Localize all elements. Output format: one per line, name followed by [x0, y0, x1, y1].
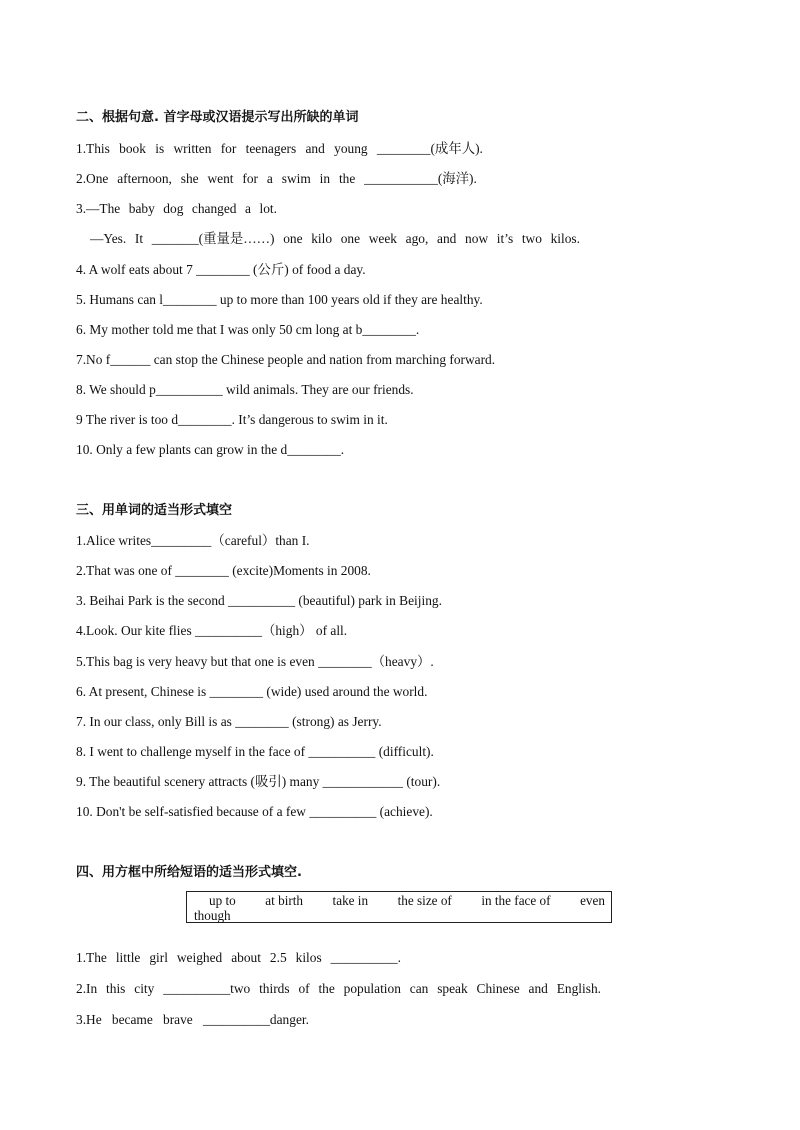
word: 1.The — [76, 950, 107, 965]
word: 1.This — [76, 141, 110, 156]
section-3-question-6: 6. At present, Chinese is ________ (wide) used around the world. — [76, 684, 428, 699]
word: one — [283, 231, 303, 246]
section-3-question-8: 8. I went to challenge myself in the face of __________ (difficult). — [76, 744, 434, 759]
section-3-question-3: 3. Beihai Park is the second __________ (beautiful) park in Beijing. — [76, 593, 442, 608]
word: up to — [209, 893, 236, 908]
word: brave — [163, 1012, 193, 1027]
section-3-question-10: 10. Don't be self-satisfied because of a few __________ (achieve). — [76, 804, 433, 819]
word: little — [115, 950, 141, 965]
word: kilo — [311, 231, 333, 246]
word: at birth — [265, 893, 304, 908]
word: week — [368, 231, 397, 246]
word: city — [134, 981, 155, 996]
word: young — [334, 141, 368, 156]
section-2-question-5: 5. Humans can l________ up to more than 100 years old if they are healthy. — [76, 292, 483, 307]
word: swim — [281, 171, 311, 186]
word: __________danger. — [202, 1012, 309, 1027]
word: even — [580, 893, 605, 908]
word: written — [173, 141, 212, 156]
word: she — [180, 171, 199, 186]
word: two — [521, 231, 542, 246]
section-2-question-3a — [76, 200, 277, 218]
word: kilos. — [550, 231, 580, 246]
phrase-box-row — [193, 893, 605, 908]
phrase-box — [186, 891, 612, 923]
word: a — [266, 171, 273, 186]
word: for — [242, 171, 259, 186]
word: 3.He — [76, 1012, 102, 1027]
word: dog — [163, 201, 184, 216]
word: 2.One — [76, 171, 109, 186]
word: population — [343, 981, 401, 996]
section-3-question-9: 9. The beautiful scenery attracts (吸引) many ____________ (tour). — [76, 774, 441, 789]
word: baby — [128, 201, 155, 216]
section-2-question-9: 9 The river is too d________. It’s dangerous to swim in it. — [76, 412, 388, 427]
section-3-question-1: 1.Alice writes_________（careful）than I. — [76, 533, 310, 548]
word: _______(重量是……) — [151, 231, 275, 246]
word: a — [245, 201, 251, 216]
word: __________two — [163, 981, 251, 996]
word: in — [319, 171, 331, 186]
section-3-question-5: 5.This bag is very heavy but that one is even ________（heavy）. — [76, 654, 434, 669]
word: it’s — [496, 231, 514, 246]
section-2-question-4: 4. A wolf eats about 7 ________ (公斤) of food a day. — [76, 262, 366, 277]
word: this — [106, 981, 126, 996]
word: can — [409, 981, 429, 996]
word: ___________(海洋). — [364, 171, 477, 186]
word: take in — [332, 893, 369, 908]
word: afternoon, — [117, 171, 172, 186]
section-4-question-3 — [76, 1011, 309, 1029]
word: book — [119, 141, 146, 156]
section-3-question-4: 4.Look. Our kite flies __________（high） of all. — [76, 623, 348, 638]
section-4-heading: 四、用方框中所给短语的适当形式填空. — [76, 865, 302, 880]
word: went — [207, 171, 234, 186]
word: the size of — [397, 893, 452, 908]
phrase-box-row-continued: though — [194, 908, 231, 923]
word: about — [231, 950, 261, 965]
word: 2.5 — [269, 950, 287, 965]
section-4-question-1 — [76, 949, 401, 967]
word: kilos — [295, 950, 322, 965]
word: is — [155, 141, 165, 156]
word: for — [220, 141, 237, 156]
word: now — [465, 231, 489, 246]
section-3-question-2: 2.That was one of ________ (excite)Moments in 2008. — [76, 563, 371, 578]
word: Chinese — [476, 981, 520, 996]
word: and — [528, 981, 548, 996]
word: ________(成年人). — [376, 141, 483, 156]
section-4-question-2 — [76, 980, 601, 998]
word: thirds — [259, 981, 290, 996]
word: English. — [556, 981, 601, 996]
section-2-question-7: 7.No f______ can stop the Chinese people and nation from marching forward. — [76, 352, 496, 367]
word: became — [111, 1012, 153, 1027]
word: in the face of — [481, 893, 551, 908]
section-2-question-2 — [76, 170, 477, 188]
section-2-question-3b — [90, 230, 580, 248]
section-2-question-1 — [76, 140, 483, 158]
word: of — [298, 981, 310, 996]
word: and — [437, 231, 457, 246]
word: It — [134, 231, 144, 246]
word: the — [338, 171, 356, 186]
section-2-question-8: 8. We should p__________ wild animals. They are our friends. — [76, 382, 414, 397]
word: lot. — [259, 201, 277, 216]
word: teenagers — [245, 141, 297, 156]
section-2-question-10: 10. Only a few plants can grow in the d________. — [76, 442, 345, 457]
word: changed — [191, 201, 237, 216]
word: the — [318, 981, 335, 996]
section-3-heading: 三、用单词的适当形式填空 — [76, 503, 233, 518]
word: ago, — [405, 231, 429, 246]
word: 3.—The — [76, 201, 121, 216]
section-2-question-6: 6. My mother told me that I was only 50 cm long at b________. — [76, 322, 420, 337]
word: —Yes. — [90, 231, 127, 246]
word: weighed — [176, 950, 223, 965]
word: 2.In — [76, 981, 98, 996]
section-3-question-7: 7. In our class, only Bill is as ________ (strong) as Jerry. — [76, 714, 382, 729]
word: one — [340, 231, 361, 246]
word: girl — [149, 950, 168, 965]
word: speak — [437, 981, 468, 996]
word: and — [305, 141, 325, 156]
word: __________. — [330, 950, 401, 965]
section-2-heading: 二、根据句意. 首字母或汉语提示写出所缺的单词 — [76, 110, 359, 125]
